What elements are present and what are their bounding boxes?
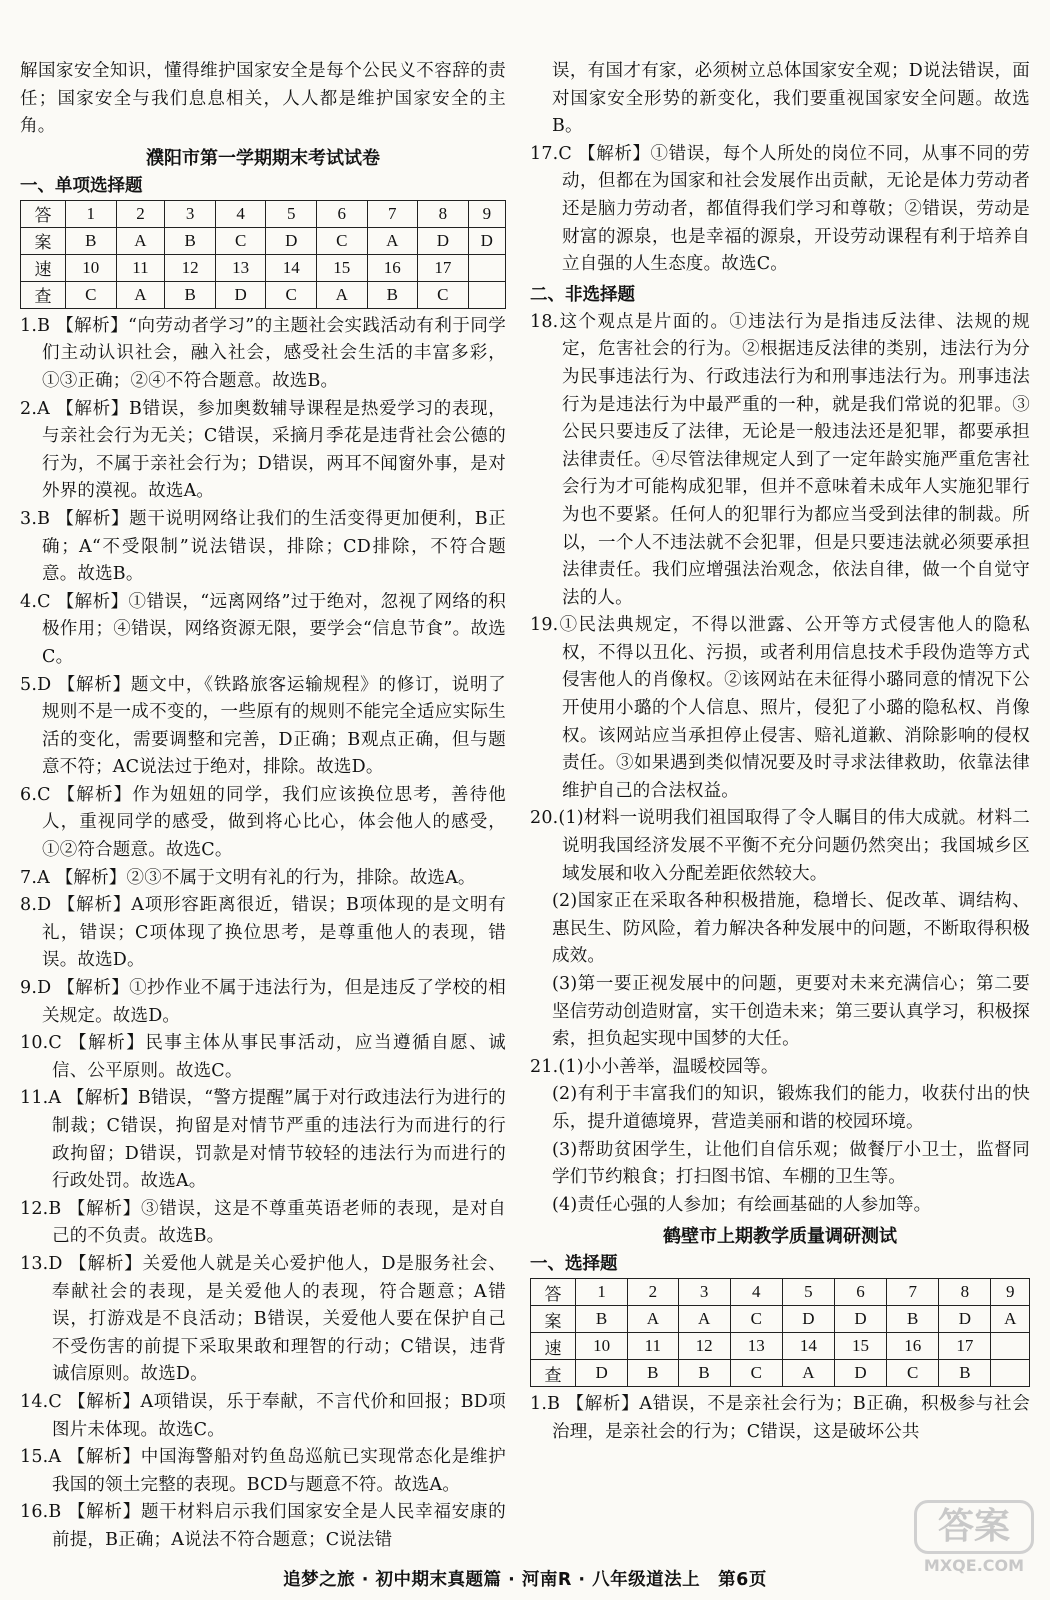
answer-letter: B xyxy=(165,227,216,254)
answer-table-side-label: 速 xyxy=(531,1333,576,1360)
analysis-item-7: 7.A 【解析】②③不属于文明有礼的行为，排除。故选A。 xyxy=(20,867,476,888)
answer-letter: B xyxy=(628,1360,678,1387)
answer-letter: D xyxy=(834,1306,886,1333)
question-number: 9 xyxy=(468,200,505,227)
answer-table-puyang xyxy=(20,200,506,309)
question-number: 1 xyxy=(66,200,117,227)
answer-item-19: 19.①民法典规定，不得以泄露、公开等方式侵害他人的隐私权，不得以丑化、污损，或者利用信息技术手段伪造等方式侵害他人的肖像权。②该网站在未征得小璐同意的情况下公开使用小璐的个人信息、照片，侵犯了小璐的隐私权、肖像权。该网站应当承担停止侵害、赔礼道歉、消除影响的侵权责任。③如果遇到类似情况要及时寻求法律救助，依靠法律维护自己的合法权益。 xyxy=(530,615,1030,801)
question-number: 11 xyxy=(116,254,165,281)
analysis-item-16: 16.B 【解析】题干材料启示我们国家安全是人民幸福安康的前提，B正确；A说法不符合题意；C说法错 xyxy=(20,1502,506,1550)
question-number: 8 xyxy=(939,1279,991,1306)
analysis-item-8: 8.D 【解析】A项形容距离很近，错误；B项体现的是文明有礼，错误；C项体现了换位思考，是尊重他人的表现，错误。故选D。 xyxy=(20,895,506,971)
answer-item-21-part-2: (2)有利于丰富我们的知识，锻炼我们的能力，收获付出的快乐，提升道德境界，营造美丽和谐的校园环境。 xyxy=(552,1084,1030,1132)
question-number: 4 xyxy=(730,1279,782,1306)
answer-item-20-part-2: (2)国家正在采取各种积极措施，稳增长、促改革、调结构、惠民生、防风险，着力解决各种发展中的问题，不断取得积极成效。 xyxy=(552,891,1030,967)
answer-letter: C xyxy=(418,281,469,308)
answer-table-side-label: 速 xyxy=(21,254,66,281)
question-number xyxy=(991,1333,1030,1360)
question-number: 2 xyxy=(116,200,165,227)
answer-letter: A xyxy=(678,1306,730,1333)
analysis-item-12: 12.B 【解析】③错误，这是不尊重英语老师的表现，是对自己的不负责。故选B。 xyxy=(20,1198,506,1247)
question-number: 1 xyxy=(576,1279,628,1306)
answer-letter: A xyxy=(116,281,165,308)
answer-letter: B xyxy=(66,227,117,254)
answer-letter xyxy=(991,1360,1030,1387)
question-number: 17 xyxy=(418,254,469,281)
question-number: 3 xyxy=(165,200,216,227)
analysis-item-9: 9.D 【解析】①抄作业不属于违法行为，但是违反了学校的相关规定。故选D。 xyxy=(20,978,506,1026)
question-number: 8 xyxy=(418,200,469,227)
question-number: 13 xyxy=(215,254,266,281)
answer-item-18: 18.这个观点是片面的。①违法行为是指违反法律、法规的规定，危害社会的行为。②根据违反法律的类别，违法行为分为民事违法行为、行政违法行为和刑事违法行为。刑事违法行为是违法行为中最严重的一种，就是我们常说的犯罪。③公民只要违反了法律，无论是一般违法还是犯罪，都要承担法律责任。④尽管法律规定人到了一定年龄实施严重危害社会行为才可能构成犯罪，但并不意味着未成年人实施犯罪行为也不要紧。任何人的犯罪行为都应当受到法律的制裁。所以，一个人不违法就不会犯罪，但是只要违法就必须要承担法律责任。我们应增强法治观念，依法自律，做一个自觉守法的人。 xyxy=(530,311,1030,608)
question-number: 15 xyxy=(316,254,367,281)
analysis-item-10: 10.C 【解析】民事主体从事民事活动，应当遵循自愿、诚信、公平原则。故选C。 xyxy=(20,1033,506,1081)
answer-letter: C xyxy=(730,1360,782,1387)
answer-letter: C xyxy=(887,1360,939,1387)
analysis-item-1: 1.B 【解析】“向劳动者学习”的主题社会实践活动有利于同学们主动认识社会，融入社会，感受社会生活的丰富多彩，①③正确；②④不符合题意。故选B。 xyxy=(20,315,506,391)
question-number: 9 xyxy=(991,1279,1030,1306)
answer-letter: D xyxy=(215,281,266,308)
answer-letter: B xyxy=(576,1306,628,1333)
analysis-item-hebi-1: 1.B 【解析】A错误，不是亲社会行为；B正确，积极参与社会治理，是亲社会的行为；C错误，这是破坏公共 xyxy=(530,1394,1030,1442)
question-number: 13 xyxy=(730,1333,782,1360)
question-number: 14 xyxy=(266,254,317,281)
watermark-logo xyxy=(914,1500,1034,1590)
answer-letter: C xyxy=(215,227,266,254)
section-heading-choice: 一、选择题 xyxy=(530,1254,618,1275)
answer-table-side-label: 查 xyxy=(531,1360,576,1387)
answer-letter: B xyxy=(887,1306,939,1333)
question-number: 7 xyxy=(887,1279,939,1306)
answer-letter: B xyxy=(367,281,418,308)
question-number: 5 xyxy=(266,200,317,227)
answer-letter: A xyxy=(628,1306,678,1333)
question-number: 12 xyxy=(165,254,216,281)
answer-letter: A xyxy=(316,281,367,308)
question-number: 16 xyxy=(367,254,418,281)
exam-title-hebi: 鹤壁市上期教学质量调研测试 xyxy=(663,1226,897,1248)
answer-letter: C xyxy=(730,1306,782,1333)
answer-letter: C xyxy=(66,281,117,308)
question-number: 4 xyxy=(215,200,266,227)
answer-letter: D xyxy=(939,1306,991,1333)
answer-letter xyxy=(468,281,505,308)
question-number: 11 xyxy=(628,1333,678,1360)
answer-letter: A xyxy=(367,227,418,254)
answer-table-side-label: 答 xyxy=(531,1279,576,1306)
question-number: 16 xyxy=(887,1333,939,1360)
answer-item-21-part-4: (4)责任心强的人参加；有绘画基础的人参加等。 xyxy=(552,1194,932,1215)
analysis-item-3: 3.B 【解析】题干说明网络让我们的生活变得更加便利，B正确；A“不受限制”说法错误，排除；CD排除，不符合题意。故选B。 xyxy=(20,508,506,585)
analysis-item-6: 6.C 【解析】作为妞妞的同学，我们应该换位思考，善待他人，重视同学的感受，做到将心比心，体会他人的感受，①②符合题意。故选C。 xyxy=(20,784,506,861)
intro-paragraph: 解国家安全知识，懂得维护国家安全是每个公民义不容辞的责任；国家安全与我们息息相关，人人都是维护国家安全的主角。 xyxy=(20,61,506,137)
answer-table-side-label: 答 xyxy=(21,200,66,227)
question-number: 5 xyxy=(782,1279,834,1306)
answer-letter: D xyxy=(576,1360,628,1387)
answer-letter: B xyxy=(939,1360,991,1387)
answer-letter: D xyxy=(782,1306,834,1333)
question-number: 3 xyxy=(678,1279,730,1306)
question-number: 2 xyxy=(628,1279,678,1306)
answer-table-side-label: 案 xyxy=(531,1306,576,1333)
analysis-item-16-continued: 误，有国才有家，必须树立总体国家安全观；D说法错误，面对国家安全形势的新变化，我们要重视国家安全问题。故选B。 xyxy=(552,61,1030,137)
answer-item-20-part-1: 20.(1)材料一说明我们祖国取得了令人瞩目的伟大成就。材料二说明我国经济发展不平衡不充分问题仍然突出；我国城乡区域发展和收入分配差距依然较大。 xyxy=(530,808,1030,884)
answer-letter: A xyxy=(991,1306,1030,1333)
answer-letter: D xyxy=(266,227,317,254)
analysis-item-5: 5.D 【解析】题文中，《铁路旅客运输规程》的修订，说明了规则不是一成不变的，一些原有的规则不能完全适应实际生活的变化，需要调整和完善，D正确；B观点正确，但与题意不符；AC说法过于绝对，排除。故选D。 xyxy=(20,674,506,778)
left-column xyxy=(20,58,506,1555)
analysis-item-15: 15.A 【解析】中国海警船对钓鱼岛巡航已实现常态化是维护我国的领土完整的表现。BCD与题意不符。故选A。 xyxy=(20,1447,506,1495)
answer-letter: B xyxy=(678,1360,730,1387)
analysis-item-17: 17.C 【解析】①错误，每个人所处的岗位不同，从事不同的劳动，但都在为国家和社会发展作出贡献，无论是体力劳动者还是脑力劳动者，都值得我们学习和尊敬；②错误，劳动是财富的源泉，也是幸福的源泉，开设劳动课程有利于培养自立自强的人生态度。故选C。 xyxy=(530,143,1030,275)
right-column xyxy=(530,58,1030,1447)
answer-letter: A xyxy=(782,1360,834,1387)
answer-letter: C xyxy=(266,281,317,308)
question-number: 6 xyxy=(316,200,367,227)
page-footer: 追梦之旅 · 初中期末真题篇 · 河南R · 八年级道法上 第6页 xyxy=(283,1570,767,1590)
watermark-icon: 答案 xyxy=(914,1500,1034,1554)
analysis-item-14: 14.C 【解析】A项错误，乐于奉献，不言代价和回报；BD项图片未体现。故选C。 xyxy=(20,1391,506,1440)
question-number: 12 xyxy=(678,1333,730,1360)
answer-item-20-part-3: (3)第一要正视发展中的问题，更要对未来充满信心；第二要坚信劳动创造财富，实干创造未来；第三要认真学习，积极探索，担负起实现中国梦的大任。 xyxy=(552,974,1030,1050)
answer-letter: B xyxy=(165,281,216,308)
answer-table-hebi xyxy=(530,1278,1030,1387)
question-number: 17 xyxy=(939,1333,991,1360)
answer-table-side-label: 案 xyxy=(21,227,66,254)
analysis-item-13: 13.D 【解析】关爱他人就是关心爱护他人，D是服务社会、奉献社会的表现，是关爱他人的表现，符合题意；A错误，打游戏是不良活动；B错误，关爱他人要在保护自己不受伤害的前提下采取果敢和理智的行动；C错误，违背诚信原则。故选D。 xyxy=(20,1253,506,1385)
section-heading-single-choice: 一、单项选择题 xyxy=(20,175,143,196)
answer-letter: A xyxy=(116,227,165,254)
question-number xyxy=(468,254,505,281)
question-number: 10 xyxy=(66,254,117,281)
answer-letter: D xyxy=(418,227,469,254)
answer-letter: D xyxy=(834,1360,886,1387)
exam-title-puyang: 濮阳市第一学期期末考试试卷 xyxy=(146,147,380,169)
question-number: 10 xyxy=(576,1333,628,1360)
answer-item-21-part-3: (3)帮助贫困学生，让他们自信乐观；做餐厅小卫士，监督同学们节约粮食；打扫图书馆、车棚的卫生等。 xyxy=(552,1139,1030,1188)
answer-letter: D xyxy=(468,227,505,254)
section-heading-non-choice: 二、非选择题 xyxy=(530,284,635,305)
analysis-item-11: 11.A 【解析】B错误，“警方提醒”属于对行政违法行为进行的制裁；C错误，拘留是对情节严重的违法行为而进行的行政拘留；D错误，罚款是对情节较轻的违法行为而进行的行政处罚。故选A。 xyxy=(20,1088,506,1192)
question-number: 6 xyxy=(834,1279,886,1306)
question-number: 7 xyxy=(367,200,418,227)
watermark-url: MXQE.COM xyxy=(923,1556,1025,1575)
answer-letter: C xyxy=(316,227,367,254)
question-number: 14 xyxy=(782,1333,834,1360)
analysis-item-4: 4.C 【解析】①错误，“远离网络”过于绝对，忽视了网络的积极作用；④错误，网络资源无限，要学会“信息节食”。故选C。 xyxy=(20,591,506,667)
answer-item-21-part-1: 21.(1)小小善举，温暖校园等。 xyxy=(530,1056,779,1077)
question-number: 15 xyxy=(834,1333,886,1360)
answer-table-side-label: 查 xyxy=(21,281,66,308)
analysis-item-2: 2.A 【解析】B错误，参加奥数辅导课程是热爱学习的表现，与亲社会行为无关；C错误，采摘月季花是违背社会公德的行为，不属于亲社会行为；D错误，两耳不闻窗外事，是对外界的漠视。故选A。 xyxy=(20,398,506,502)
